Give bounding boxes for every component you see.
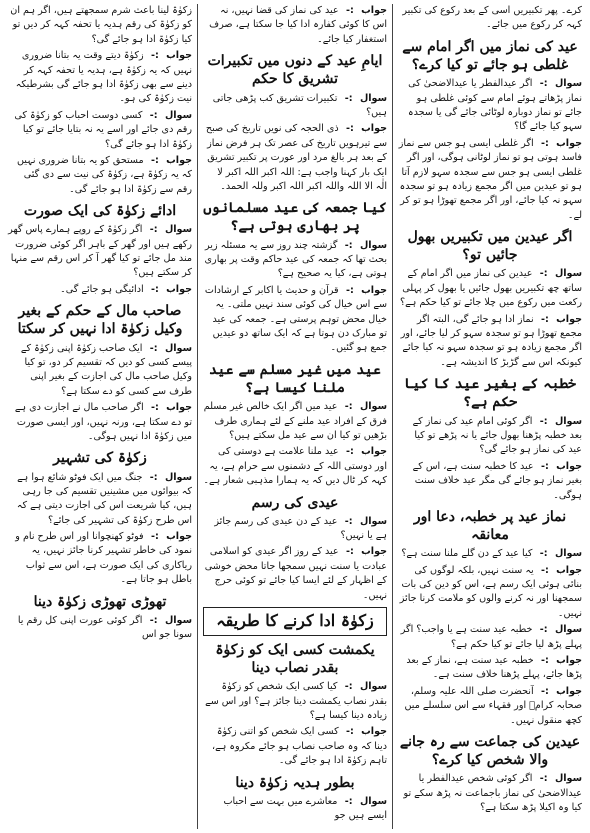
qa-label: سوال bbox=[554, 624, 582, 636]
qa-text: اگر غلطی ایسی ہو جس سے نماز فاسد ہوتی ہو تو نماز لوٹانی ہوگی، اور اگر غلطی ایسی ہو جس سے سجدہ سہو لازم آتا ہو تو عیدین میں اگر مجمع زیادہ ہو تو سجدہ سہو نہ کیا جائے، اور اگر مجمع تھوڑا ہو تو کر لے۔ bbox=[398, 137, 582, 221]
qa-paragraph bbox=[8, 342, 192, 400]
qa-text: زکوٰۃ دیتے وقت یہ بتانا ضروری نہیں کہ یہ زکوٰۃ ہے، ہدیہ یا تحفہ کہہ کر دینے سے بھی زکوٰۃ ادا ہو جائے گی بشرطیکہ نیت زکوٰۃ کی ہو۔ bbox=[15, 50, 192, 105]
qa-label: جواب bbox=[166, 50, 192, 62]
qa-text: اگر کوئی امام عید کی نماز کے بعد خطبہ پڑھنا بھول جائے یا نہ پڑھے تو کیا عید کی نماز ہو جائے گی؟ bbox=[412, 415, 582, 456]
qa-paragraph bbox=[398, 654, 582, 683]
question-heading: صاحب مال کے حکم کے بغیر وکیل زکوٰۃ ادا نہیں کر سکتا bbox=[17, 303, 183, 338]
qa-label: جواب bbox=[166, 402, 192, 414]
qa-separator: :- bbox=[147, 283, 163, 295]
qa-label: جواب bbox=[361, 284, 387, 296]
question-heading: عیدین کی جماعت سے رہ جانے والا شخص کیا کرے؟ bbox=[399, 733, 581, 769]
qa-text: معاشرے میں بہت سے احباب ایسے ہیں جو bbox=[223, 795, 387, 822]
qa-text: یہ سنت نہیں، بلکہ لوگوں کی بنائی ہوئی ایک رسم ہے، اس کو دین کی بات سمجھنا اور نہ کرنے والوں کو ملامت کرنا جائز نہیں۔ bbox=[399, 564, 582, 619]
qa-label: سوال bbox=[359, 515, 387, 527]
qa-text: اگر کوئی عورت اپنی کل رقم یا سونا جو اس bbox=[17, 614, 192, 641]
qa-separator: :- bbox=[341, 401, 356, 413]
qa-text: آنحضرت صلی اللہ علیہ وسلم، صحابہ کرامؓ اور فقہاء سے اس سلسلے میں کچھ منقول نہیں۔ bbox=[404, 685, 582, 726]
qa-paragraph bbox=[398, 415, 582, 458]
qa-text: کیا کسی ایک شخص کو زکوٰۃ بقدر نصاب یکمشت دینا جائز ہے؟ اور اس سے زیادہ دینا کیسا ہے؟ bbox=[205, 681, 387, 721]
qa-paragraph bbox=[8, 614, 192, 643]
qa-paragraph bbox=[398, 77, 582, 135]
qa-text: جنگ میں ایک فوٹو شائع ہوا ہے کہ بیوائوں میں مشینیں تقسیم کی جا رہی ہیں، کیا شریعت اس کی اجازت دیتی ہے کہ اس طرح زکوٰۃ کی تشہیر کی جائے؟ bbox=[16, 471, 192, 526]
qa-label: سوال bbox=[164, 342, 192, 354]
qa-paragraph bbox=[203, 92, 387, 121]
qa-label: جواب bbox=[556, 564, 582, 576]
qa-text: مستحق کو یہ بتانا ضروری نہیں کہ یہ زکوٰۃ ہے، زکوٰۃ کی نیت سے دی گئی رقم سے زکوٰۃ ادا ہو جائے گی۔ bbox=[17, 154, 192, 195]
qa-paragraph bbox=[203, 400, 387, 443]
question-heading: کیا جمعہ کی عید مسلمانوں پر بھاری ہوتی ہے؟ bbox=[203, 200, 387, 235]
question-heading: خطبہ کے بغیر عید کا کیا حکم ہے؟ bbox=[403, 376, 577, 411]
qa-paragraph bbox=[398, 313, 582, 371]
qa-label: جواب bbox=[166, 154, 192, 166]
qa-text: خطبہ عید سنت ہے یا واجب؟ اگر پہلے پڑھ لیا جائے تو کیا حکم ہے؟ bbox=[400, 624, 582, 650]
qa-label: جواب bbox=[361, 123, 387, 135]
qa-text: نماز ادا ہو جائے گی، البتہ اگر مجمع تھوڑا ہو تو سجدہ سہو کر لیا جائے، اور اگر مجمع زیادہ ہو تو سجدہ سہو نہ کیا جائے کیونکہ اس سے گڑبڑ کا اندیشہ ہے۔ bbox=[400, 313, 582, 368]
qa-separator: :- bbox=[146, 614, 161, 626]
qa-separator: :- bbox=[146, 224, 161, 236]
qa-separator: :- bbox=[147, 402, 163, 414]
qa-paragraph bbox=[398, 547, 582, 561]
column-left bbox=[3, 4, 198, 829]
qa-paragraph bbox=[203, 284, 387, 356]
question-heading: عید کی نماز میں اگر امام سے غلطی ہو جائے تو کیا کرے؟ bbox=[402, 38, 578, 73]
qa-paragraph bbox=[203, 515, 387, 544]
qa-text: کیا عید کے دن گلے ملنا سنت ہے؟ bbox=[401, 548, 533, 560]
qa-text: عید کی نماز کی قضا نہیں، نہ اس کا کوئی کفارہ ادا کیا جا سکتا ہے، صرف استغفار کیا جائے۔ bbox=[209, 5, 387, 45]
question-heading: یکمشت کسی ایک کو زکوٰۃ بقدر نصاب دینا bbox=[215, 641, 375, 677]
qa-label: جواب bbox=[556, 460, 582, 472]
qa-text: عید کا خطبہ سنت ہے، اس کے بغیر نماز ہو جائے گی مگر عید خلاف سنت ہوگی۔ bbox=[412, 460, 582, 501]
question-heading: عیدی کی رسم bbox=[251, 494, 339, 511]
qa-paragraph bbox=[203, 725, 387, 768]
column-right bbox=[393, 4, 587, 829]
qa-separator: :- bbox=[147, 531, 163, 543]
qa-text: کسی دوست احباب کو زکوٰۃ کی رقم دی جائے اور اسے یہ نہ بتایا جائے تو کیا زکوٰۃ ادا ہو جائے گی؟ bbox=[14, 109, 192, 150]
section-title: زکوٰۃ ادا کرنے کا طریقہ bbox=[203, 607, 387, 636]
qa-text: تکبیرات تشریق کب پڑھی جاتی ہیں؟ bbox=[212, 92, 387, 118]
qa-label: سوال bbox=[164, 471, 192, 483]
question-heading: زکوٰۃ کی تشہیر bbox=[53, 450, 147, 467]
qa-paragraph bbox=[398, 772, 582, 815]
qa-label: جواب bbox=[166, 531, 192, 543]
qa-text: کسی ایک شخص کو اتنی زکوٰۃ دینا کہ وہ صاحب نصاب ہو جائے مکروہ ہے، تاہم زکوٰۃ ادا ہو جائے گی۔ bbox=[211, 726, 387, 767]
qa-label: جواب bbox=[361, 726, 387, 738]
qa-separator: :- bbox=[341, 681, 356, 693]
qa-label: سوال bbox=[359, 795, 387, 807]
qa-label: سوال bbox=[164, 614, 192, 626]
qa-label: سوال bbox=[554, 773, 582, 785]
qa-separator: :- bbox=[537, 137, 553, 149]
qa-label: سوال bbox=[359, 92, 387, 104]
qa-paragraph bbox=[203, 4, 387, 47]
qa-label: سوال bbox=[164, 109, 192, 121]
qa-separator: :- bbox=[341, 92, 356, 104]
qa-text: قرآن و حدیث یا اکابر کے ارشادات سے اس خیال کی کوئی سند نہیں ملتی۔ یہ خیال محض توہم پرستی ہے۔ جمعہ کی عید تو مبارک دن ہوتا ہے کہ ایک ساتھ دو عیدیں جمع ہو گئیں۔ bbox=[204, 284, 387, 354]
qa-label: جواب bbox=[361, 446, 387, 458]
qa-paragraph bbox=[398, 623, 582, 652]
qa-text: خطبہ عید سنت ہے، نماز کے بعد پڑھا جائے، پہلے پڑھنا خلاف سنت ہے۔ bbox=[406, 655, 582, 681]
qa-paragraph bbox=[8, 283, 192, 297]
qa-separator: :- bbox=[342, 726, 358, 738]
qa-separator: :- bbox=[537, 460, 553, 472]
qa-paragraph bbox=[398, 685, 582, 728]
qa-separator: :- bbox=[341, 239, 356, 251]
qa-label: جواب bbox=[556, 685, 582, 697]
qa-separator: :- bbox=[537, 655, 553, 666]
qa-separator: :- bbox=[342, 123, 358, 135]
qa-label: سوال bbox=[359, 401, 387, 413]
question-heading: اگر عیدین میں تکبیریں بھول جائیں تو؟ bbox=[407, 229, 573, 264]
qa-paragraph bbox=[398, 267, 582, 310]
qa-paragraph bbox=[398, 137, 582, 223]
qa-separator: :- bbox=[341, 515, 356, 527]
qa-separator: :- bbox=[146, 471, 161, 483]
qa-text: اگر زکوٰۃ کے روپے ہمارے پاس گھر رکھے ہیں اور گھر کے باہر اگر کوئی ضرورت مند مل جائے تو کیا گھر آ کر اس رقم سے منہا کر سکتے ہیں؟ bbox=[8, 224, 192, 279]
question-heading: تھوڑی تھوڑی زکوٰۃ دینا bbox=[33, 593, 167, 610]
qa-separator: :- bbox=[341, 795, 356, 807]
qa-paragraph bbox=[203, 680, 387, 723]
qa-paragraph bbox=[398, 564, 582, 622]
column-middle bbox=[198, 4, 393, 829]
qa-text: عید ملنا علامت ہے دوستی کی اور دوستی اللہ کے دشمنوں سے حرام ہے، یہ کہہ کر ٹال دیں کہ یہ ہمارا مذہبی شعار ہے۔ bbox=[203, 446, 387, 487]
qa-label: جواب bbox=[556, 313, 582, 325]
qa-paragraph bbox=[8, 154, 192, 197]
qa-label: سوال bbox=[359, 239, 387, 251]
qa-separator: :- bbox=[146, 109, 161, 121]
question-heading: عید میں غیر مسلم سے عید ملنا کیسا ہے؟ bbox=[208, 361, 382, 396]
qa-text: عید کے دن عیدی کی رسم جائز ہے یا نہیں؟ bbox=[214, 515, 387, 542]
qa-separator: :- bbox=[536, 624, 551, 636]
qa-paragraph bbox=[8, 49, 192, 107]
qa-label: جواب bbox=[166, 283, 192, 295]
qa-separator: :- bbox=[537, 564, 553, 576]
question-heading: بطور ہدیہ زکوٰۃ دینا bbox=[235, 774, 355, 791]
qa-separator: :- bbox=[342, 446, 358, 458]
qa-label: سوال bbox=[164, 224, 192, 236]
qa-text: فوٹو کھنچوانا اور اس طرح نام و نمود کی خاطر تشہیر کرنا جائز نہیں، یہ ریاکاری کی ایک صورت ہے، اس سے ثواب باطل ہو جاتا ہے۔ bbox=[15, 531, 192, 586]
qa-label: سوال bbox=[554, 78, 582, 90]
qa-label: سوال bbox=[554, 548, 582, 560]
qa-text: اگر صاحب مال نے اجازت دی ہے تو دے سکتا ہے، ورنہ نہیں، اور ایسی صورت میں زکوٰۃ ادا نہیں ہوگی۔ bbox=[14, 402, 192, 442]
qa-separator: :- bbox=[536, 78, 551, 90]
qa-separator: :- bbox=[146, 342, 161, 354]
body-paragraph: کرے۔ پھر تکبیریں اسی کے بعد رکوع کی تکبیر کہہ کر رکوع میں جائے۔ bbox=[402, 5, 582, 31]
qa-separator: :- bbox=[536, 773, 551, 785]
qa-label: سوال bbox=[359, 681, 387, 693]
qa-paragraph bbox=[203, 545, 387, 603]
qa-separator: :- bbox=[536, 415, 551, 427]
qa-label: جواب bbox=[556, 137, 582, 149]
qa-text: ایک صاحب زکوٰۃ اپنی زکوٰۃ کے پیسے کسی کو دیں کہ تقسیم کر دو، تو کیا وکیل صاحب مال کی اجازت کے بغیر اپنی طرف سے کسی کو دے سکتا ہے؟ bbox=[20, 342, 192, 397]
body-paragraph: زکوٰۃ لینا باعث شرم سمجھتے ہیں، اگر ہم ان کو زکوٰۃ کی رقم ہدیہ یا تحفہ کہہ کر دیں تو کیا زکوٰۃ ادا ہو جائے گی؟ bbox=[10, 5, 192, 45]
qa-text: اگر عیدالفطر یا عیدالاضحیٰ کی نماز پڑھاتے ہوئے امام سے کوئی غلطی ہو جائے تو نماز دوبارہ لوٹائی جائے گی یا سجدہ سہو کیا جائے گا؟ bbox=[407, 78, 582, 133]
qa-text: عیدین کی نماز میں اگر امام کے ساتھ چھ تکبیریں بھول جائیں یا بھول کر پہلی رکعت میں رکوع میں چلا جائے تو کیا حکم ہے؟ bbox=[399, 268, 582, 309]
qa-text: عید میں اگر ایک خالص غیر مسلم فرق کے افراد عید ملنے کے لئے ہماری طرف بڑھیں تو کیا ان سے عید مل سکتے ہیں؟ bbox=[203, 401, 387, 441]
qa-text: عید کے روز اگر عیدی کو اسلامی عبادت یا سنت نہیں سمجھا جاتا محض خوشی کے اظہار کے لئے ایسا کیا جائے تو کوئی حرج نہیں۔ bbox=[204, 546, 387, 601]
qa-separator: :- bbox=[342, 284, 358, 296]
qa-paragraph bbox=[8, 471, 192, 529]
qa-separator: :- bbox=[147, 50, 163, 62]
qa-paragraph bbox=[203, 795, 387, 824]
qa-separator: :- bbox=[537, 313, 553, 325]
qa-text: ذی الحجہ کی نویں تاریخ کی صبح سے تیرہویں تاریخ کی عصر تک ہر فرض نماز کے بعد ہر بالغ مرد اور عورت پر تکبیر تشریق ایک بار کہنا واجب ہے: اللہ اکبر اللہ اکبر لا الٰہ الا اللہ واللہ اکبر اللہ اکبر وللہ الحمد۔ bbox=[205, 123, 387, 192]
question-heading: نماز عید پر خطبہ، دعا اور معانقہ bbox=[413, 508, 567, 544]
question-heading: ادائے زکوٰۃ کی ایک صورت bbox=[23, 203, 177, 220]
qa-text: اگر کوئی شخص عیدالفطر یا عیدالاضحیٰ کی نماز باجماعت نہ پڑھ سکے تو کیا وہ اکیلا پڑھ سکتا ہے؟ bbox=[403, 773, 582, 814]
qa-separator: :- bbox=[342, 546, 358, 558]
qa-label: جواب bbox=[556, 655, 582, 666]
qa-separator: :- bbox=[536, 268, 551, 280]
qa-paragraph bbox=[203, 445, 387, 488]
qa-separator: :- bbox=[537, 685, 553, 697]
qa-paragraph bbox=[8, 530, 192, 588]
qa-separator: :- bbox=[147, 154, 163, 166]
qa-label: سوال bbox=[554, 268, 582, 280]
question-heading: ایامِ عید کے دنوں میں تکبیرات تشریق کا حکم bbox=[207, 53, 383, 88]
qa-label: جواب bbox=[361, 546, 387, 558]
qa-label: سوال bbox=[554, 415, 582, 427]
qa-paragraph bbox=[8, 223, 192, 281]
qa-paragraph bbox=[203, 122, 387, 194]
qa-paragraph bbox=[203, 239, 387, 282]
qa-text: گزشتہ چند روز سے یہ مسئلہ زیر بحث تھا کہ جمعہ کی عید حاکم وقت پر بھاری ہوتی ہے، کیا یہ صحیح ہے؟ bbox=[204, 239, 387, 280]
qa-label: جواب bbox=[361, 5, 387, 16]
qa-separator: :- bbox=[342, 5, 358, 16]
qa-separator: :- bbox=[536, 548, 551, 560]
qa-text: ادائیگی ہو جائے گی۔ bbox=[60, 283, 144, 295]
qa-paragraph bbox=[8, 109, 192, 152]
qa-paragraph bbox=[8, 401, 192, 444]
qa-paragraph bbox=[398, 460, 582, 503]
